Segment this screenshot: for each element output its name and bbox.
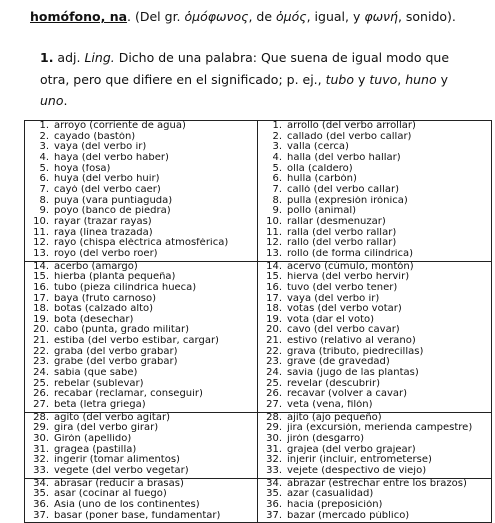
item-text: savia (jugo de las plantas) [287,368,419,379]
item-text: votas (del verbo votar) [287,304,402,315]
list-item [29,196,255,207]
entry-header [30,8,475,25]
item-number: 29. [33,423,49,434]
list-item [29,294,255,305]
item-text: grajea (del verbo grajear) [287,444,416,455]
item-number: 1. [39,121,49,131]
item-number: 3. [39,142,49,153]
item-text: olla (caldero) [287,163,353,174]
greek-etymon: ὁμόφωνος [184,9,249,24]
item-text: hulla (carbón) [287,174,357,185]
item-text: abrazar (estrechar entre los brazos) [287,478,467,489]
item-number: 23. [33,357,49,368]
item-text: bazar (mercado público) [287,510,410,521]
table-row [25,261,492,412]
list-item [262,304,489,315]
conjunction: y [436,71,448,87]
item-text: tuvo (del verbo tener) [287,282,398,293]
item-text: hierva (del verbo hervir) [287,272,410,283]
homophones-table-body [25,121,492,523]
item-number: 3. [272,142,282,153]
example-word: tubo [325,71,355,87]
usage-field: Ling. [84,50,115,65]
item-text: veta (vena, filón) [287,400,373,411]
left-column-cell [25,412,258,478]
item-text: pollo (animal) [287,206,357,217]
item-number: 18. [33,304,49,315]
right-column-cell [258,261,492,412]
list-item [29,272,255,283]
etymology-text: , igual, y [306,9,365,24]
item-text: valla (cerca) [287,142,349,153]
item-text: botas (calzado alto) [54,304,154,315]
etymology-text: , sonido). [397,9,456,24]
item-number: 20. [266,325,282,336]
list-item [29,238,255,249]
list-item [262,294,489,305]
example-word: tuvo [369,71,398,87]
item-text: rayar (trazar rayas) [54,216,152,227]
item-number: 21. [266,336,282,347]
list-item [29,185,255,196]
list-item [262,479,489,490]
conjunction: y [354,71,370,87]
item-text: huya (del verbo huir) [54,174,160,185]
item-text: revelar (descubrir) [287,378,381,389]
item-number: 28. [33,412,49,423]
item-text: raya (línea trazada) [54,227,153,238]
list-item [29,283,255,294]
list-item [29,249,255,260]
etymology-text: . (Del gr. [127,9,185,24]
list-item [262,413,489,424]
item-text: estivo (relativo al verano) [287,336,416,347]
list-item [29,434,255,445]
item-number: 10. [266,216,282,227]
list-item [262,206,489,217]
item-number: 13. [33,248,49,259]
list-item [262,249,489,260]
list-item [29,153,255,164]
item-number: 32. [266,455,282,466]
item-number: 27. [266,400,282,411]
item-text: vejete (despectivo de viejo) [287,466,427,476]
part-of-speech: adj. [53,50,85,65]
definition-text: Dicho de una palabra: Que suena de igual modo que otra, pero que difiere en el significado; p. ej., [40,50,450,87]
item-number: 7. [272,184,282,195]
item-number: 16. [33,282,49,293]
item-text: puya (vara puntiaguda) [54,195,173,206]
item-text: grabe (del verbo grabar) [54,357,178,368]
item-number: 36. [33,499,49,510]
item-text: poyo (banco de piedra) [54,206,171,217]
item-number: 21. [33,336,49,347]
item-text: bota (desechar) [54,314,134,325]
item-text: hierba (planta pequeña) [54,272,176,283]
list-item [29,206,255,217]
left-column-cell [25,478,258,523]
item-text: basar (poner base, fundamentar) [54,510,221,521]
list-item [262,379,489,390]
item-number: 31. [266,444,282,455]
item-number: 37. [266,510,282,521]
item-text: azar (casualidad) [287,489,374,500]
list-item [262,368,489,379]
item-number: 22. [266,346,282,357]
item-text: rallar (desmenuzar) [287,216,386,227]
item-text: Girón (apellido) [54,434,132,445]
item-text: agito (del verbo agitar) [54,412,170,423]
item-number: 7. [39,184,49,195]
list-item [29,466,255,477]
list-item [262,511,489,522]
definition [40,47,468,112]
list-item [29,228,255,239]
item-number: 29. [266,423,282,434]
list-item [262,121,489,132]
sense-number: 1. [40,50,54,65]
greek-root-same: ὁμός [276,9,307,24]
item-number: 30. [33,434,49,445]
definition-end: . [63,93,68,108]
item-number: 12. [33,238,49,249]
list-item [29,445,255,456]
item-text: estiba (del verbo estibar, cargar) [54,336,219,347]
item-text: jirón (desgarro) [287,434,365,445]
item-text: rollo (de forma cilíndrica) [287,248,414,259]
item-number: 14. [33,261,49,272]
list-item [262,347,489,358]
item-text: acerbo (amargo) [54,261,138,272]
item-text: cavo (del verbo cavar) [287,325,400,336]
item-number: 25. [266,378,282,389]
item-number: 4. [39,152,49,163]
item-number: 26. [266,389,282,400]
item-number: 9. [272,206,282,217]
item-text: ajito (ajo pequeño) [287,412,382,423]
list-item [29,262,255,273]
item-text: jira (excursión, merienda campestre) [287,423,473,434]
list-item [262,132,489,143]
item-number: 14. [266,261,282,272]
list-item [262,466,489,477]
etymology-text: , de [248,9,276,24]
item-number: 16. [266,282,282,293]
item-text: ralla (del verbo rallar) [287,227,397,238]
separator: , [397,71,406,87]
item-text: tubo (pieza cilíndrica hueca) [54,282,197,293]
item-number: 22. [33,346,49,357]
item-number: 2. [39,131,49,142]
item-number: 17. [33,293,49,304]
headword: homófono, na [30,9,128,24]
item-number: 5. [39,163,49,174]
item-text: sabia (que sabe) [54,368,138,379]
left-column-cell [25,261,258,412]
list-item [29,413,255,424]
item-text: gira (del verbo girar) [54,423,159,434]
item-number: 27. [33,400,49,411]
list-item [29,347,255,358]
item-text: asar (cocinar al fuego) [54,489,167,500]
list-item [29,379,255,390]
item-text: recabar (reclamar, conseguir) [54,389,203,400]
right-column-cell [258,478,492,523]
item-number: 33. [33,466,49,476]
list-item [262,423,489,434]
item-text: arroyo (corriente de agua) [54,121,186,131]
item-text: acervo (cúmulo, montón) [287,261,414,272]
item-text: rebelar (sublevar) [54,378,144,389]
list-item [262,164,489,175]
list-item [29,389,255,400]
list-item [262,455,489,466]
right-column-cell [258,412,492,478]
item-number: 18. [266,304,282,315]
list-item [262,196,489,207]
item-number: 34. [33,478,49,489]
list-item [262,142,489,153]
item-number: 35. [33,489,49,500]
homophones-table [24,120,492,523]
item-text: abrasar (reducir a brasas) [54,478,184,489]
item-number: 24. [266,368,282,379]
item-text: cayó (del verbo caer) [54,184,161,195]
list-item [262,283,489,294]
list-item [29,511,255,522]
item-text: vaya (del verbo ir) [287,293,380,304]
item-number: 1. [272,121,282,131]
list-item [29,142,255,153]
list-item [262,228,489,239]
list-item [262,445,489,456]
item-text: haya (del verbo haber) [54,152,169,163]
item-text: vaya (del verbo ir) [54,142,147,153]
item-text: ingerir (tomar alimentos) [54,455,180,466]
list-item [29,479,255,490]
item-number: 6. [272,174,282,185]
list-item [262,357,489,368]
item-number: 15. [266,272,282,283]
item-number: 11. [266,227,282,238]
item-number: 25. [33,378,49,389]
right-column-cell [258,121,492,262]
left-column-cell [25,121,258,262]
item-number: 4. [272,152,282,163]
list-item [262,500,489,511]
item-text: halla (del verbo hallar) [287,152,401,163]
item-number: 31. [33,444,49,455]
item-text: pulla (expresión irónica) [287,195,408,206]
example-word: uno [40,93,64,108]
list-item [262,389,489,400]
item-number: 20. [33,325,49,336]
item-text: gragea (pastilla) [54,444,137,455]
list-item [262,336,489,347]
list-item [29,325,255,336]
list-item [262,174,489,185]
item-text: graba (del verbo grabar) [54,346,178,357]
list-item [29,315,255,326]
item-text: vota (dar el voto) [287,314,375,325]
item-number: 19. [266,314,282,325]
item-text: royo (del verbo roer) [54,248,158,259]
table-row [25,412,492,478]
item-number: 34. [266,478,282,489]
list-item [262,153,489,164]
list-item [262,400,489,411]
list-item [262,238,489,249]
item-number: 26. [33,389,49,400]
item-text: cayado (bastón) [54,131,136,142]
list-item [29,304,255,315]
list-item [29,217,255,228]
item-number: 6. [39,174,49,185]
item-number: 28. [266,412,282,423]
item-text: hacia (preposición) [287,499,383,510]
list-item [29,132,255,143]
item-text: beta (letra griega) [54,400,146,411]
item-number: 35. [266,489,282,500]
table-row [25,121,492,262]
item-text: injerir (incluir, entrometerse) [287,455,432,466]
list-item [262,262,489,273]
list-item [29,336,255,347]
item-text: cabo (punta, grado militar) [54,325,189,336]
item-text: Asia (uno de los continentes) [54,499,200,510]
list-item [262,185,489,196]
greek-root-sound: φωνή [364,9,398,24]
list-item [262,325,489,336]
item-number: 12. [266,238,282,249]
item-number: 10. [33,216,49,227]
item-text: hoya (fosa) [54,163,111,174]
item-number: 9. [39,206,49,217]
list-item [262,272,489,283]
item-number: 13. [266,248,282,259]
item-text: grava (tributo, piedrecillas) [287,346,424,357]
item-text: grave (de gravedad) [287,357,390,368]
table-row [25,478,492,523]
list-item [29,400,255,411]
example-word: huno [405,71,437,87]
item-number: 30. [266,434,282,445]
item-number: 2. [272,131,282,142]
list-item [262,434,489,445]
list-item [29,357,255,368]
list-item [29,455,255,466]
item-text: baya (fruto carnoso) [54,293,157,304]
item-number: 33. [266,466,282,476]
list-item [262,217,489,228]
item-number: 8. [272,195,282,206]
list-item [29,500,255,511]
item-text: vegete (del verbo vegetar) [54,466,189,476]
list-item [29,423,255,434]
item-number: 5. [272,163,282,174]
item-text: callado (del verbo callar) [287,131,412,142]
item-text: recavar (volver a cavar) [287,389,408,400]
item-number: 15. [33,272,49,283]
list-item [262,315,489,326]
item-number: 32. [33,455,49,466]
list-item [29,121,255,132]
item-number: 24. [33,368,49,379]
item-number: 37. [33,510,49,521]
item-number: 8. [39,195,49,206]
item-text: arrollo (del verbo arrollar) [287,121,416,131]
item-number: 11. [33,227,49,238]
item-text: calló (del verbo callar) [287,184,399,195]
item-number: 17. [266,293,282,304]
list-item [29,368,255,379]
list-item [29,174,255,185]
item-text: rayo (chispa eléctrica atmosférica) [54,238,229,249]
item-text: rallo (del verbo rallar) [287,238,397,249]
item-number: 23. [266,357,282,368]
list-item [29,164,255,175]
item-number: 19. [33,314,49,325]
item-number: 36. [266,499,282,510]
